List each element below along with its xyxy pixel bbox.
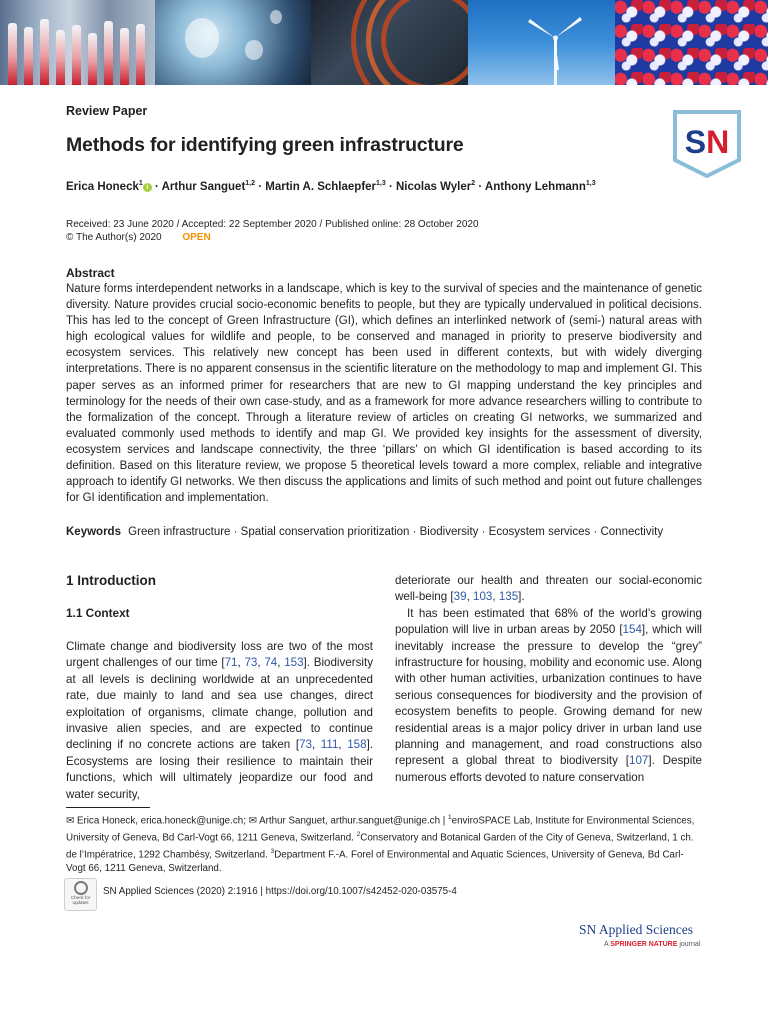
author-email[interactable]: Arthur Sanguet, arthur.sanguet@unige.ch | [259,815,446,827]
citation-ref[interactable]: 73 [299,738,312,752]
paragraph-text: ]. [518,590,525,604]
paragraph-text: , [257,656,265,670]
paragraph-text: ], which will inevitably increase the pressure to develop the “grey” infrastructure for housing, mobility and economic use. Along with other human activities, urbanization continues to have serious consequences for biodiversity and the provision of ecosystem benefits to people. Growing demand for new residential areas is a major policy driver in urban land use planning and management, and road constructions also represent a global threat to biodiversity [ [395,623,702,768]
author-email[interactable]: Erica Honeck, erica.honeck@unige.ch; [76,815,246,827]
blood-cells-image [615,0,768,85]
publication-dates: Received: 23 June 2020 / Accepted: 22 September 2020 / Published online: 28 October 2020 [66,219,479,230]
paragraph-text: , [466,590,474,604]
citation-ref[interactable]: 107 [629,754,649,768]
abstract-text: Nature forms interdependent networks in a landscape, which is key to the survival of species and the maintenance of genetic diversity. Nature provides crucial socio-economic benefits to people, but they are typically undervalued in political decisions. This has led to the concept of Green Infrastructure (GI), which defines an interlinked network of (semi-) natural areas with high ecological values for wildlife and people, to be conserved and managed in priority to preserve biodiversity and ecosystem services. This relatively new concept has been used in different contexts, but with widely diverging interpretations. There is no apparent consensus in the scientific literature on the methodology to map and implement GI. This paper serves as an informed primer for researchers that are new to GI mapping understand the key principles and terminology for the needs of their own case-study, and as a framework for more advance researchers willing to contribute to the formalization of the concept. Through a literature review of articles on creating GI networks, we summarized and evaluated commonly used methods to identify and map GI. We provided key insights for the assessment of diversity, ecosystem services and landscape connectivity, the three ‘pillars’ on which GI identification is based according to its definition. Based on this literature review, we propose 5 theoretical levels toward a more complex, reliable and integrative approach to identify GI networks. We then discuss the applications and limits of such method and point out future challenges for GI identification and implementation. [66,283,702,505]
citation-ref[interactable]: 71 [224,656,238,670]
author-name[interactable]: Anthony Lehmann [484,180,586,193]
lab-tubes-image [0,0,155,85]
paragraph-text: Climate change and biodiversity loss are two of the most urgent challenges of our time [ [66,640,373,670]
orcid-icon[interactable]: i [143,183,152,192]
citation-line[interactable]: SN Applied Sciences (2020) 2:1916 | https://doi.org/10.1007/s42452-020-03575-4 [103,886,457,897]
citation-ref[interactable]: 103 [473,590,493,604]
keywords-heading: Keywords [66,526,121,538]
paragraph-text: ]. Biodiversity at all levels is declining worldwide at an unprecedented rate, due mainly to land and sea use changes, direct exploitation of organisms, climate change, pollution and invasive alien species, and are expected to continue declining if no concrete actions are taken [ [66,656,373,752]
article-title: Methods for identifying green infrastructure [66,134,464,156]
wind-turbine-image [468,0,615,85]
journal-name: SN Applied Sciences [579,922,693,937]
paragraph-text: , [338,738,348,752]
footnote-divider [66,807,150,808]
citation-ref[interactable]: 111 [320,738,339,752]
check-for-updates-badge[interactable]: Check for updates [64,878,97,911]
intro-left-paragraph [66,639,373,803]
citation-ref[interactable]: 39 [453,590,467,604]
intro-right-column [395,573,702,786]
publisher-logo: SPRINGER NATURE [610,941,678,948]
paragraph-text: , [237,656,245,670]
abstract-heading: Abstract [66,266,115,280]
citation-ref[interactable]: 158 [347,738,367,752]
paragraph-text: , [311,738,321,752]
keywords-list: Green infrastructure · Spatial conservation prioritization · Biodiversity · Ecosystem services · Connectivity [128,526,664,538]
intro-right-paragraph-1 [395,573,702,606]
open-access-badge: OPEN [182,232,211,243]
paragraph-text: , [277,656,285,670]
author-name[interactable]: Erica Honeck [66,180,139,193]
author-name[interactable]: Nicolas Wyler [396,180,472,193]
paragraph-text: , [492,590,499,604]
citation-ref[interactable]: 154 [622,623,642,637]
logo-text: SN [684,124,730,160]
section-heading: 1 Introduction [66,573,156,588]
header-banner [0,0,768,85]
publisher-line: A SPRINGER NATURE journal [604,941,701,948]
author-name[interactable]: Martin A. Schlaepfer [265,180,377,193]
paragraph-text: It has been estimated that 68% of the world’s growing population will live in urban areas by 2050 [ [395,606,702,637]
keywords [66,526,663,538]
email-icon[interactable]: ✉ [248,815,257,827]
citation-ref[interactable]: 153 [284,656,304,670]
author-list: Erica Honeck$^1$i · Arthur Sanguet$^{1,2}$ · Martin A. Schlaepfer$^{1,3}$ · Nicolas Wyler$^2$ · Anthony Lehmann$^{1,3}$ [66,180,596,193]
author-name[interactable]: Arthur Sanguet [161,180,246,193]
subsection-heading: 1.1 Context [66,606,130,620]
sn-logo [672,108,742,178]
paragraph-text: deteriorate our health and threaten our social-economic well-being [ [395,574,702,604]
footnote: ✉ Erica Honeck, erica.honeck@unige.ch; ✉ Arthur Sanguet, arthur.sanguet@unige.ch | $^1$enviroSPACE Lab, Institute for Environmental Sciences, University of Geneva, Bd Carl-Vogt 66, 1211 Geneva, Switzerland. $^2$Conservatory and Botanical Garden of the City of Geneva, Switzerland, 1 ch. de l’Impératrice, 1292 Chambésy, Switzerland. $^3$Department F.-A. Forel of Environmental and Aquatic Sciences, University of Geneva, Bd Carl-Vogt 66, 1211 Geneva, Switzerland. [66,814,695,874]
citation-ref[interactable]: 74 [264,656,278,670]
citation-ref[interactable]: 73 [244,656,258,670]
paragraph-text: ]. Ecosystems are losing their resilience to maintain their functions, which will ultimately jeopardize our food and water security, [66,738,374,801]
industrial-coil-image [311,0,468,85]
article-type-label: Review Paper [66,104,148,118]
citation-ref[interactable]: 135 [498,590,519,604]
email-icon[interactable]: ✉ [66,815,75,827]
refresh-icon [74,881,88,895]
water-drop-image [155,0,311,85]
paragraph-text: ]. Despite numerous efforts devoted to nature conservation [395,754,702,784]
intro-right-paragraph-2 [395,606,702,786]
copyright: © The Author(s) 2020 OPEN [66,232,211,243]
